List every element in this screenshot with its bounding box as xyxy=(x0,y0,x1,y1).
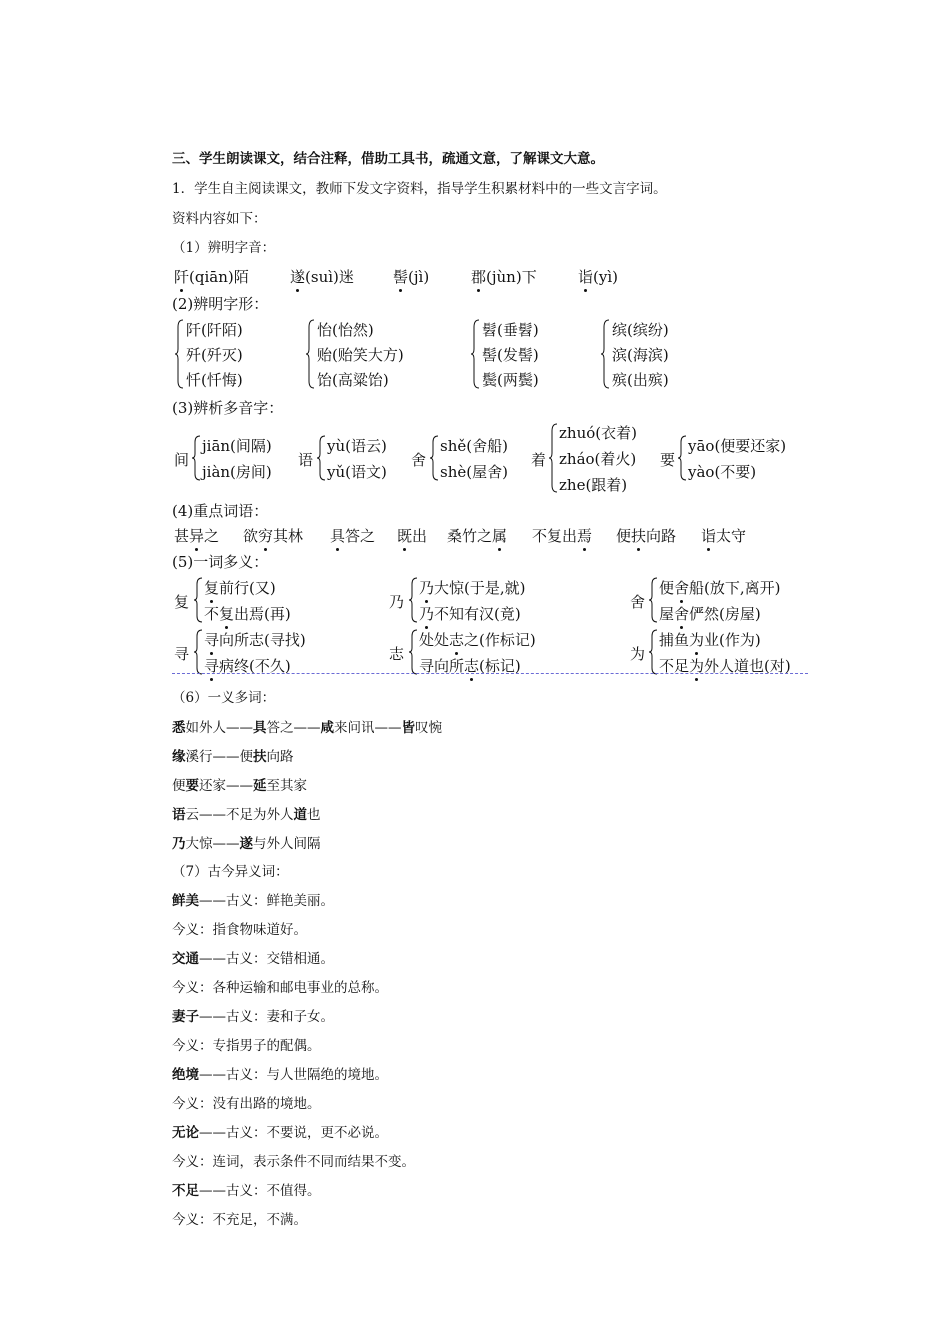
shape-item: 髫(垂髫) xyxy=(482,321,539,339)
modern-meaning-line: 今义：不充足，不满。 xyxy=(172,1212,307,1228)
polysemy-item: 乃不知有汉(竟) xyxy=(419,605,521,623)
brace-icon xyxy=(316,435,326,481)
brace-icon xyxy=(191,435,201,481)
polyphone-item: shè(屋舍) xyxy=(440,463,508,481)
modern-meaning-line: 今义：指食物味道好。 xyxy=(172,922,307,938)
polyphone-char: 语 xyxy=(298,451,314,469)
polyphone-char: 要 xyxy=(660,451,676,469)
polyphone-item: jiān(间隔) xyxy=(202,437,272,455)
polysemy-char: 志 xyxy=(389,645,405,663)
polysemy-char: 舍 xyxy=(630,593,646,611)
polysemy-item: 寻病终(不久) xyxy=(204,657,291,675)
section-1-title: （1）辨明字音： xyxy=(172,240,276,256)
polysemy-item: 不足为外人道也(对) xyxy=(659,657,791,675)
ancient-meaning-line: 无论——古义：不要说，更不必说。 xyxy=(172,1125,388,1141)
pronounce-item: 阡(qiān)陌 xyxy=(174,268,249,286)
polysemy-item: 捕鱼为业(作为) xyxy=(659,631,761,649)
modern-meaning-line: 今义：各种运输和邮电事业的总称。 xyxy=(172,980,388,996)
brace-icon xyxy=(408,629,418,675)
intro-line-1: 1．学生自主阅读课文，教师下发文字资料，指导学生积累材料中的一些文言字词。 xyxy=(172,181,667,197)
brace-icon xyxy=(305,319,315,389)
polysemy-item: 复前行(又) xyxy=(204,579,276,597)
synonym-line: 缘溪行——便扶向路 xyxy=(172,749,294,765)
intro-line-2: 资料内容如下： xyxy=(172,211,267,227)
brace-icon xyxy=(470,319,480,389)
modern-meaning-line: 今义：专指男子的配偶。 xyxy=(172,1038,321,1054)
ancient-meaning-line: 鲜美——古义：鲜艳美丽。 xyxy=(172,893,334,909)
keyword: 不复出焉 xyxy=(532,527,593,545)
polyphone-item: yù(语云) xyxy=(327,437,387,455)
brace-icon xyxy=(648,629,658,675)
keyword: 具答之 xyxy=(330,527,376,545)
polyphone-char: 着 xyxy=(531,451,547,469)
polyphone-item: yāo(便要还家) xyxy=(688,437,787,455)
keyword: 便扶向路 xyxy=(616,527,677,545)
polysemy-item: 乃大惊(于是,就) xyxy=(419,579,526,597)
brace-icon xyxy=(648,577,658,623)
polyphone-item: shě(舍船) xyxy=(440,437,508,455)
synonym-line: 语云——不足为外人道也 xyxy=(172,807,321,823)
shape-item: 殡(出殡) xyxy=(612,371,669,389)
polyphone-item: zhe(跟着) xyxy=(559,476,628,494)
section-3-title: (3)辨析多音字： xyxy=(172,399,284,417)
polysemy-item: 不复出焉(再) xyxy=(204,605,291,623)
keyword: 甚异之 xyxy=(174,527,220,545)
modern-meaning-line: 今义：没有出路的境地。 xyxy=(172,1096,321,1112)
ancient-meaning-line: 交通——古义：交错相通。 xyxy=(172,951,334,967)
polyphone-item: zháo(着火) xyxy=(559,450,637,468)
polysemy-char: 寻 xyxy=(174,645,190,663)
section-7-title: （7）古今异义词： xyxy=(172,864,289,880)
ancient-meaning-line: 不足——古义：不值得。 xyxy=(172,1183,321,1199)
shape-item: 缤(缤纷) xyxy=(612,321,669,339)
shape-item: 鬓(两鬓) xyxy=(482,371,539,389)
shape-item: 滨(海滨) xyxy=(612,346,669,364)
section-6-title: （6）一义多词： xyxy=(172,690,276,706)
keyword: 诣太守 xyxy=(701,527,747,545)
polysemy-item: 屋舍俨然(房屋) xyxy=(659,605,761,623)
shape-item: 饴(高粱饴) xyxy=(317,371,389,389)
ancient-meaning-line: 妻子——古义：妻和子女。 xyxy=(172,1009,334,1025)
brace-icon xyxy=(174,319,184,389)
synonym-line: 悉如外人——具答之——咸来问讯——皆叹惋 xyxy=(172,720,442,736)
brace-icon xyxy=(193,577,203,623)
polysemy-item: 寻向所志(寻找) xyxy=(204,631,306,649)
polysemy-char: 为 xyxy=(630,645,646,663)
synonym-line: 乃大惊——遂与外人间隔 xyxy=(172,836,321,852)
shape-item: 髻(发髻) xyxy=(482,346,539,364)
shape-item: 阡(阡陌) xyxy=(186,321,243,339)
polyphone-item: jiàn(房间) xyxy=(202,463,272,481)
brace-icon xyxy=(677,435,687,481)
brace-icon xyxy=(429,435,439,481)
brace-icon xyxy=(600,319,610,389)
polyphone-item: zhuó(衣着) xyxy=(559,424,637,442)
polysemy-item: 便舍船(放下,离开) xyxy=(659,579,781,597)
dashed-divider xyxy=(172,673,808,674)
keyword: 既出 xyxy=(397,527,428,545)
section-heading: 三、学生朗读课文，结合注释，借助工具书，疏通文意，了解课文大意。 xyxy=(172,151,604,167)
polyphone-char: 舍 xyxy=(411,451,427,469)
ancient-meaning-line: 绝境——古义：与人世隔绝的境地。 xyxy=(172,1067,388,1083)
polysemy-char: 复 xyxy=(174,593,190,611)
pronounce-item: 髻(jì) xyxy=(393,268,430,286)
synonym-line: 便要还家——延至其家 xyxy=(172,778,307,794)
polysemy-item: 寻向所志(标记) xyxy=(419,657,521,675)
shape-item: 忏(忏悔) xyxy=(186,371,243,389)
section-5-title: (5)一词多义： xyxy=(172,553,269,571)
section-2-title: (2)辨明字形： xyxy=(172,295,269,313)
polysemy-char: 乃 xyxy=(389,593,405,611)
pronounce-item: 诣(yì) xyxy=(578,268,618,286)
brace-icon xyxy=(548,423,558,493)
polyphone-item: yǔ(语文) xyxy=(327,463,387,481)
shape-item: 怡(怡然) xyxy=(317,321,374,339)
shape-item: 歼(歼灭) xyxy=(186,346,243,364)
polyphone-char: 间 xyxy=(174,451,190,469)
brace-icon xyxy=(193,629,203,675)
section-4-title: (4)重点词语： xyxy=(172,502,269,520)
polyphone-item: yào(不要) xyxy=(688,463,757,481)
pronounce-item: 遂(suì)迷 xyxy=(290,268,354,286)
pronounce-item: 郡(jùn)下 xyxy=(471,268,537,286)
polysemy-item: 处处志之(作标记) xyxy=(419,631,536,649)
keyword: 桑竹之属 xyxy=(447,527,508,545)
shape-item: 贻(贻笑大方) xyxy=(317,346,404,364)
keyword: 欲穷其林 xyxy=(243,527,304,545)
modern-meaning-line: 今义：连词，表示条件不同而结果不变。 xyxy=(172,1154,415,1170)
brace-icon xyxy=(408,577,418,623)
